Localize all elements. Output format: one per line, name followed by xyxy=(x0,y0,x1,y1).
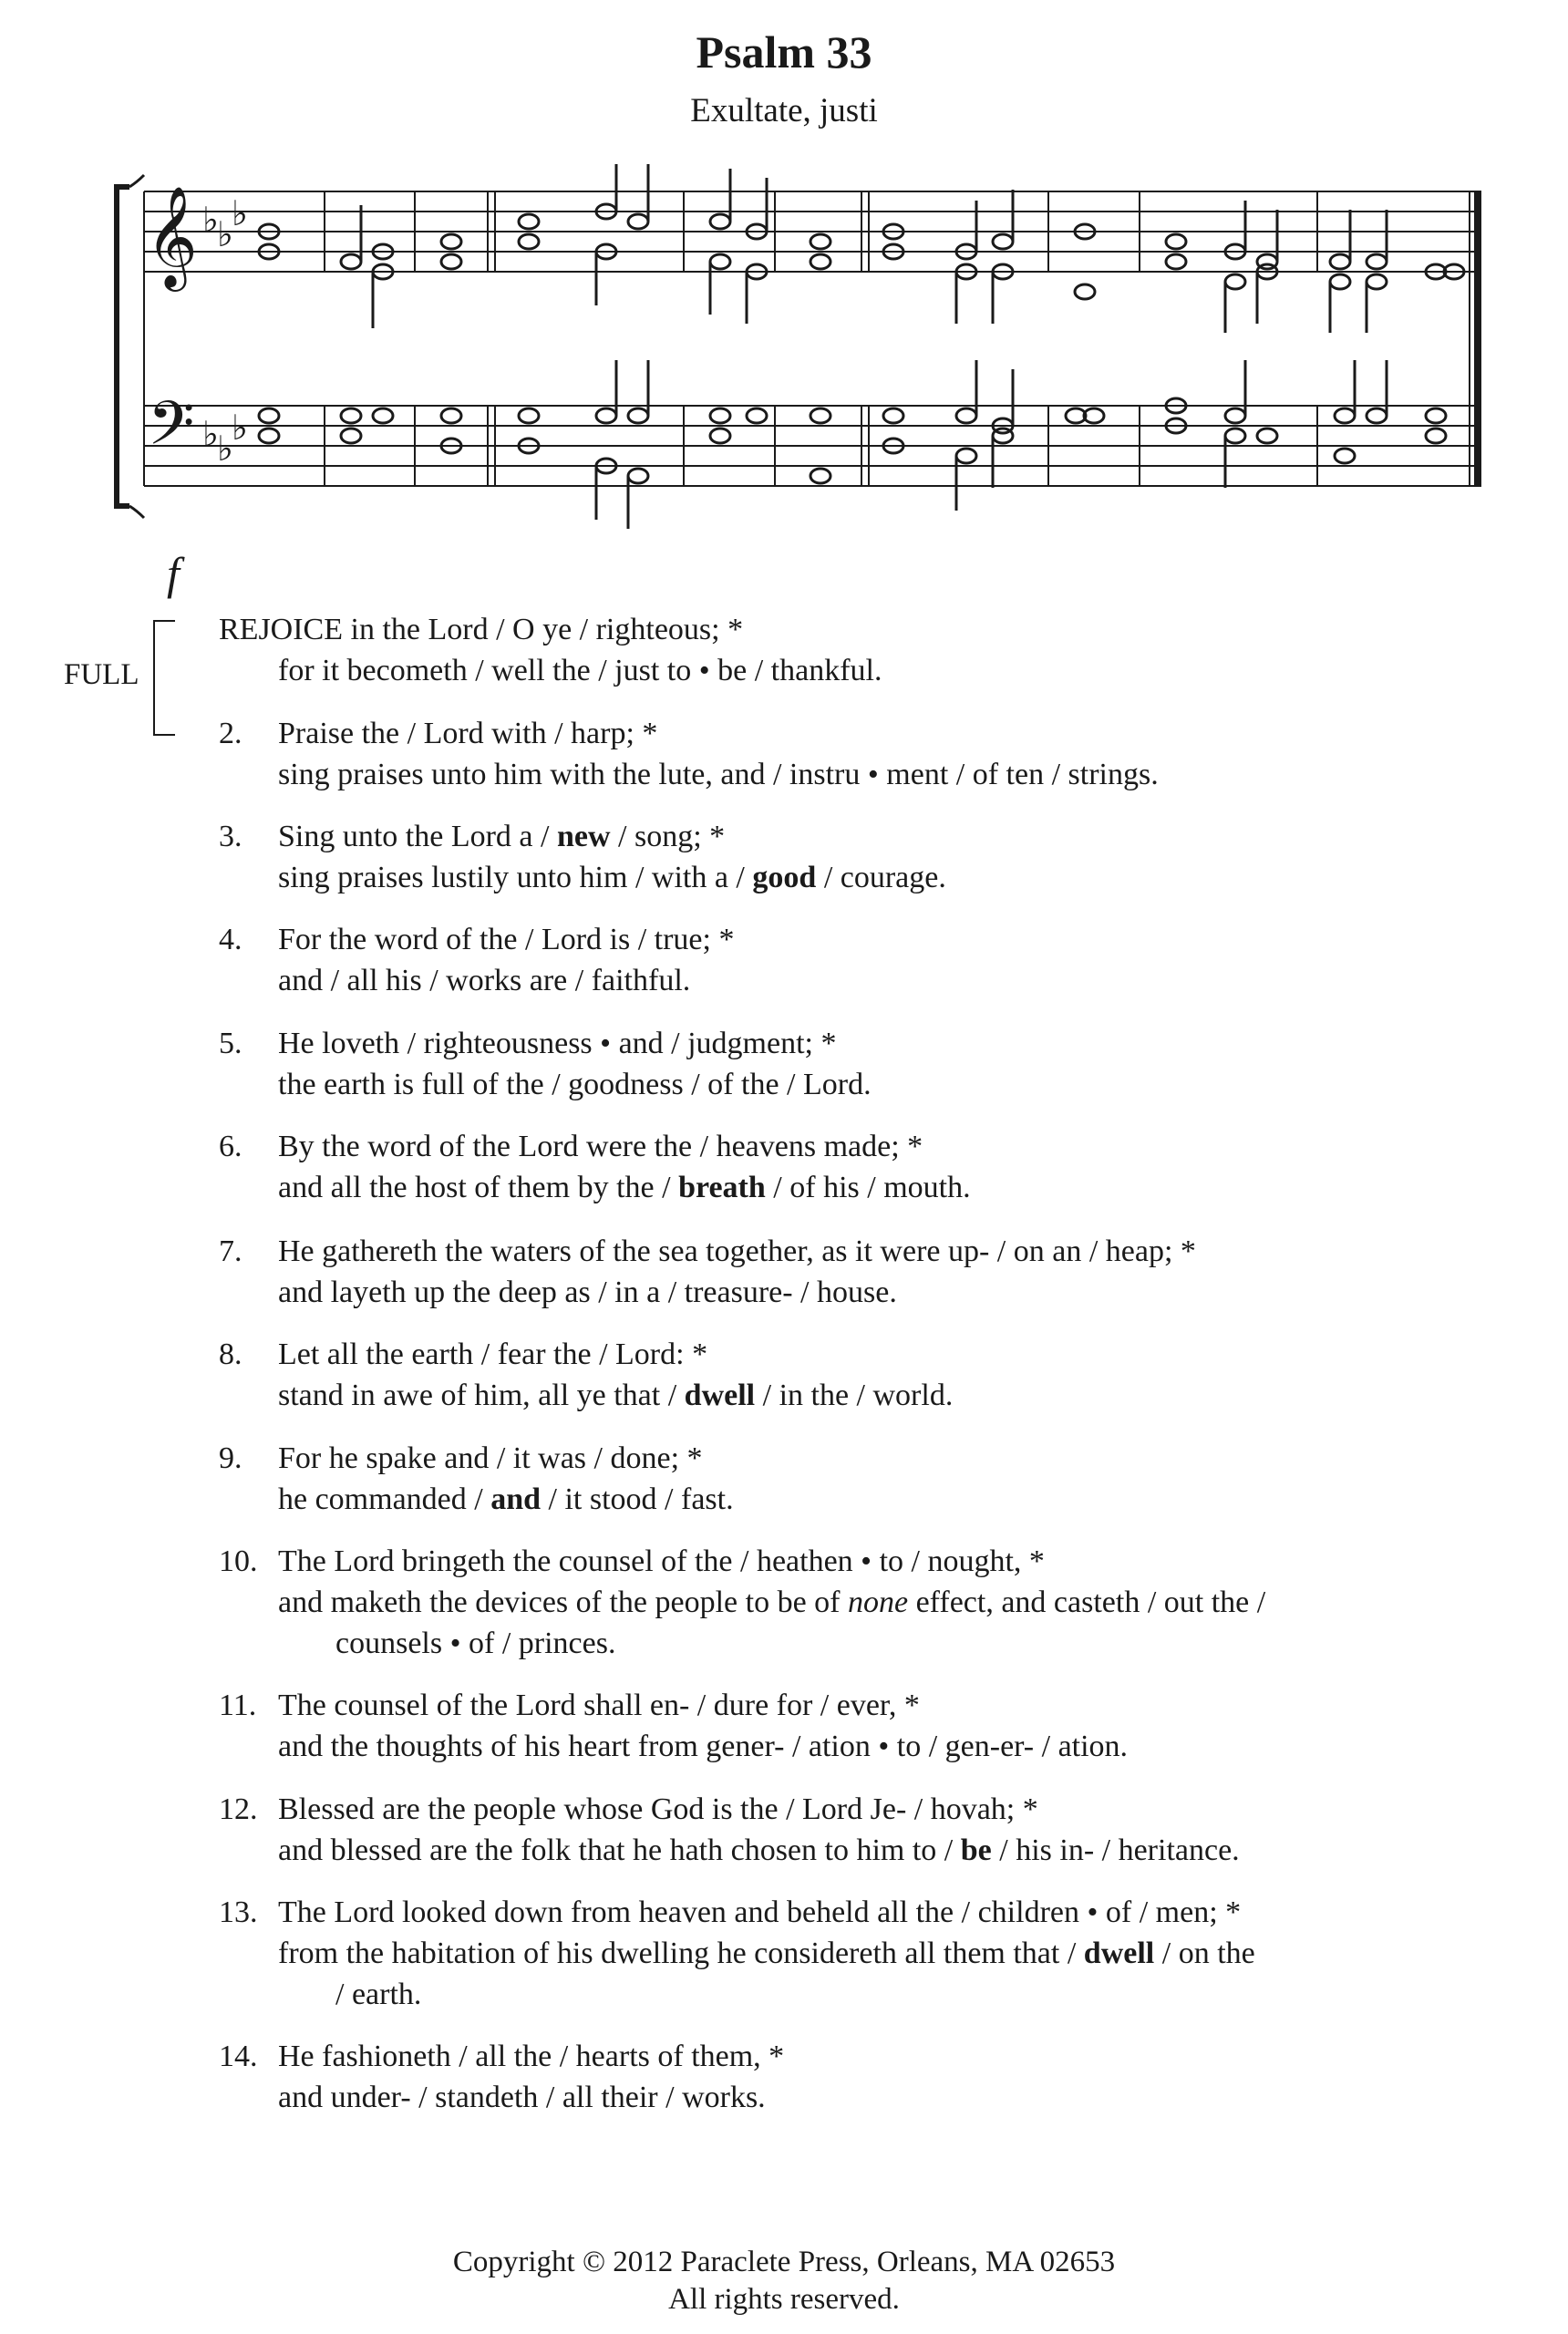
verse-number: 7. xyxy=(219,1234,242,1268)
verse-number: 10. xyxy=(219,1544,258,1578)
music-score xyxy=(0,164,1568,538)
verse-line-1: The Lord bringeth the counsel of the / heathen • to / nought, * xyxy=(278,1544,1045,1578)
verse-line-2: from the habitation of his dwelling he considereth all them that / dwell / on the xyxy=(278,1936,1255,1970)
verse-line-1: Let all the earth / fear the / Lord: * xyxy=(278,1337,708,1371)
verse-number: 4. xyxy=(219,923,242,956)
verse-line-2: and the thoughts of his heart from gener- / ation • to / gen-er- / ation. xyxy=(278,1730,1129,1763)
svg-text:♭: ♭ xyxy=(202,414,219,454)
verse-number: 6. xyxy=(219,1130,242,1163)
verse-number: 8. xyxy=(219,1337,242,1371)
verse-line-1: REJOICE in the Lord / O ye / righteous; * xyxy=(219,613,744,646)
verse-line-1: The counsel of the Lord shall en- / dure for / ever, * xyxy=(278,1689,920,1722)
verse-line-2: for it becometh / well the / just to • be / thankful. xyxy=(278,654,882,687)
verse-line-2: he commanded / and / it stood / fast. xyxy=(278,1482,734,1516)
verse-line-2: sing praises lustily unto him / with a / good / courage. xyxy=(278,861,946,894)
page-subtitle: Exultate, justi xyxy=(690,92,878,129)
verse-line-2: the earth is full of the / goodness / of the / Lord. xyxy=(278,1068,872,1101)
verse-line-1: He gathereth the waters of the sea together, as it were up- / on an / heap; * xyxy=(278,1234,1196,1268)
verse-line-2: and / all his / works are / faithful. xyxy=(278,964,691,997)
verse-line-1: He loveth / righteousness • and / judgment; * xyxy=(278,1027,837,1060)
svg-text:♭: ♭ xyxy=(202,200,219,240)
verse-number: 9. xyxy=(219,1441,242,1475)
copyright-line: Copyright © 2012 Paraclete Press, Orleans, MA 02653 xyxy=(452,2246,1116,2278)
svg-text:♭: ♭ xyxy=(217,429,233,469)
dynamic-marking: f xyxy=(167,548,180,599)
page-title: Psalm 33 xyxy=(696,26,872,77)
svg-text:♭: ♭ xyxy=(217,214,233,254)
rights-line: All rights reserved. xyxy=(668,2283,900,2316)
verse-number: 2. xyxy=(219,717,242,750)
svg-text:♭: ♭ xyxy=(232,408,248,448)
verse-line-1: For he spake and / it was / done; * xyxy=(278,1441,703,1475)
verse-line-2: and maketh the devices of the people to be of none effect, and casteth / out the / xyxy=(278,1585,1266,1619)
verse-number: 3. xyxy=(219,820,242,853)
verse-line-2: and under- / standeth / all their / works. xyxy=(278,2081,766,2114)
verse-number: 5. xyxy=(219,1027,242,1060)
verse-line-1: By the word of the Lord were the / heavens made; * xyxy=(278,1130,923,1163)
verse-line-1: He fashioneth / all the / hearts of them, * xyxy=(278,2040,785,2073)
verse-line-1: Praise the / Lord with / harp; * xyxy=(278,717,658,750)
verse-line-1: For the word of the / Lord is / true; * xyxy=(278,923,735,956)
verse-line-2: and blessed are the folk that he hath chosen to him to / be / his in- / heritance. xyxy=(278,1833,1240,1867)
verse-line-3: counsels • of / princes. xyxy=(335,1627,616,1660)
verse-number: 11. xyxy=(219,1689,257,1722)
verse-line-2: and layeth up the deep as / in a / treasure- / house. xyxy=(278,1275,897,1309)
full-label: FULL xyxy=(64,658,139,691)
verse-line-2: and all the host of them by the / breath / of his / mouth. xyxy=(278,1171,971,1204)
verse-line-1: Sing unto the Lord a / new / song; * xyxy=(278,820,726,853)
verse-number: 14. xyxy=(219,2040,258,2073)
verse-line-1: The Lord looked down from heaven and beheld all the / children • of / men; * xyxy=(278,1895,1242,1929)
svg-text:𝄢: 𝄢 xyxy=(148,388,195,473)
verse-line-2: sing praises unto him with the lute, and / instru • ment / of ten / strings. xyxy=(278,758,1159,791)
verse-line-2: stand in awe of him, all ye that / dwell / in the / world. xyxy=(278,1379,954,1412)
svg-text:𝄞: 𝄞 xyxy=(146,185,198,287)
verse-number: 13. xyxy=(219,1895,258,1929)
verse-number: 12. xyxy=(219,1792,258,1826)
verse-line-3: / earth. xyxy=(335,1978,422,2011)
full-bracket xyxy=(153,620,175,736)
svg-text:♭: ♭ xyxy=(232,193,248,233)
verse-line-1: Blessed are the people whose God is the / Lord Je- / hovah; * xyxy=(278,1792,1038,1826)
